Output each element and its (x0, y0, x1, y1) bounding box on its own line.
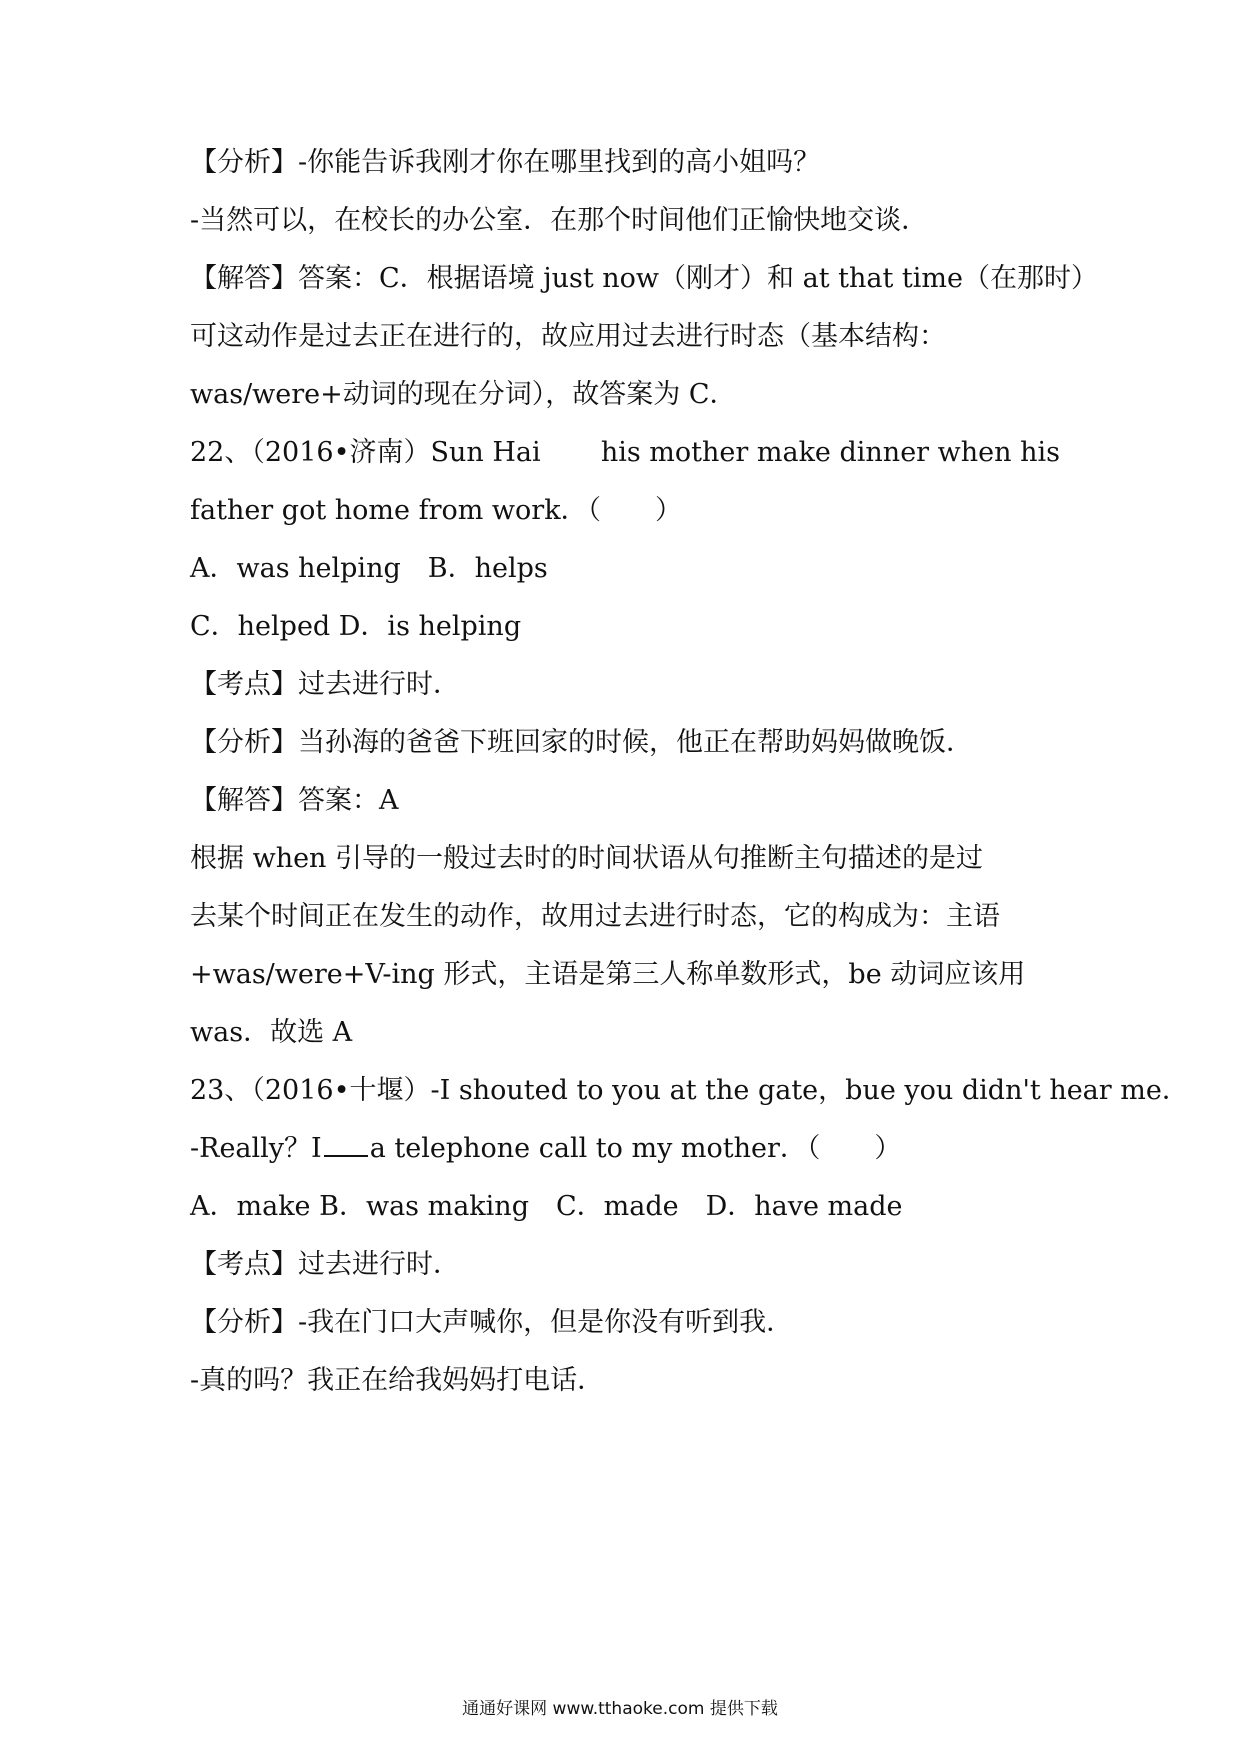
q22-stem-line-2: father got home from work．（ ） (190, 495, 683, 526)
q22-stem-line-1 (190, 433, 1060, 473)
q23-stem-suffix: a telephone call to my mother．（ ） (369, 1133, 902, 1164)
q22-options-line-2: C．helped D．is helping (190, 611, 522, 642)
q22-explain-line-4: was．故选 A (190, 1017, 353, 1048)
q22-explain-line-2: 去某个时间正在发生的动作，故用过去进行时态，它的构成为：主语 (190, 901, 1000, 932)
q23-kaodian: 【考点】过去进行时． (190, 1249, 460, 1280)
prev-answer-line-3: was/were+动词的现在分词），故答案为 C． (190, 379, 737, 410)
q22-answer: 【解答】答案：A (190, 785, 399, 816)
q22-explain-line-3: +was/were+V-ing 形式，主语是第三人称单数形式，be 动词应该用 (190, 959, 1026, 990)
q22-stem-suffix: his mother make dinner when his (600, 437, 1060, 468)
q22-explain-line-1: 根据 when 引导的一般过去时的时间状语从句推断主句描述的是过 (190, 843, 984, 874)
q23-blank (324, 1133, 368, 1157)
q23-stem-line-1: 23、（2016•十堰）-I shouted to you at the gate，bue you didn't hear me． (190, 1075, 1189, 1106)
q22-analysis: 【分析】当孙海的爸爸下班回家的时候，他正在帮助妈妈做晚饭． (190, 727, 973, 758)
q23-options: A．make B．was making C．made D．have made (190, 1191, 903, 1222)
prev-answer-line-1: 【解答】答案：C．根据语境 just now（刚才）和 at that time（在那时） (190, 263, 1098, 294)
q22-stem-prefix: 22、（2016•济南）Sun Hai (190, 437, 541, 468)
prev-answer-line-2: 可这动作是过去正在进行的，故应用过去进行时态（基本结构： (190, 321, 946, 352)
q23-stem-prefix: -Really？I (190, 1133, 322, 1164)
prev-analysis: 【分析】-你能告诉我刚才你在哪里找到的高小姐吗？ (190, 147, 821, 178)
q22-kaodian: 【考点】过去进行时． (190, 669, 460, 700)
q22-blank (541, 433, 601, 473)
prev-analysis-2: -当然可以，在校长的办公室．在那个时间他们正愉快地交谈． (190, 205, 929, 236)
page-footer: 通通好课网 www.tthaoke.com 提供下载 (462, 1699, 778, 1719)
q23-analysis: 【分析】-我在门口大声喊你，但是你没有听到我． (190, 1307, 794, 1338)
q22-options-line-1: A．was helping B．helps (190, 553, 548, 584)
q23-analysis-2: -真的吗？我正在给我妈妈打电话． (190, 1365, 605, 1396)
q23-stem-line-2 (190, 1129, 1060, 1169)
